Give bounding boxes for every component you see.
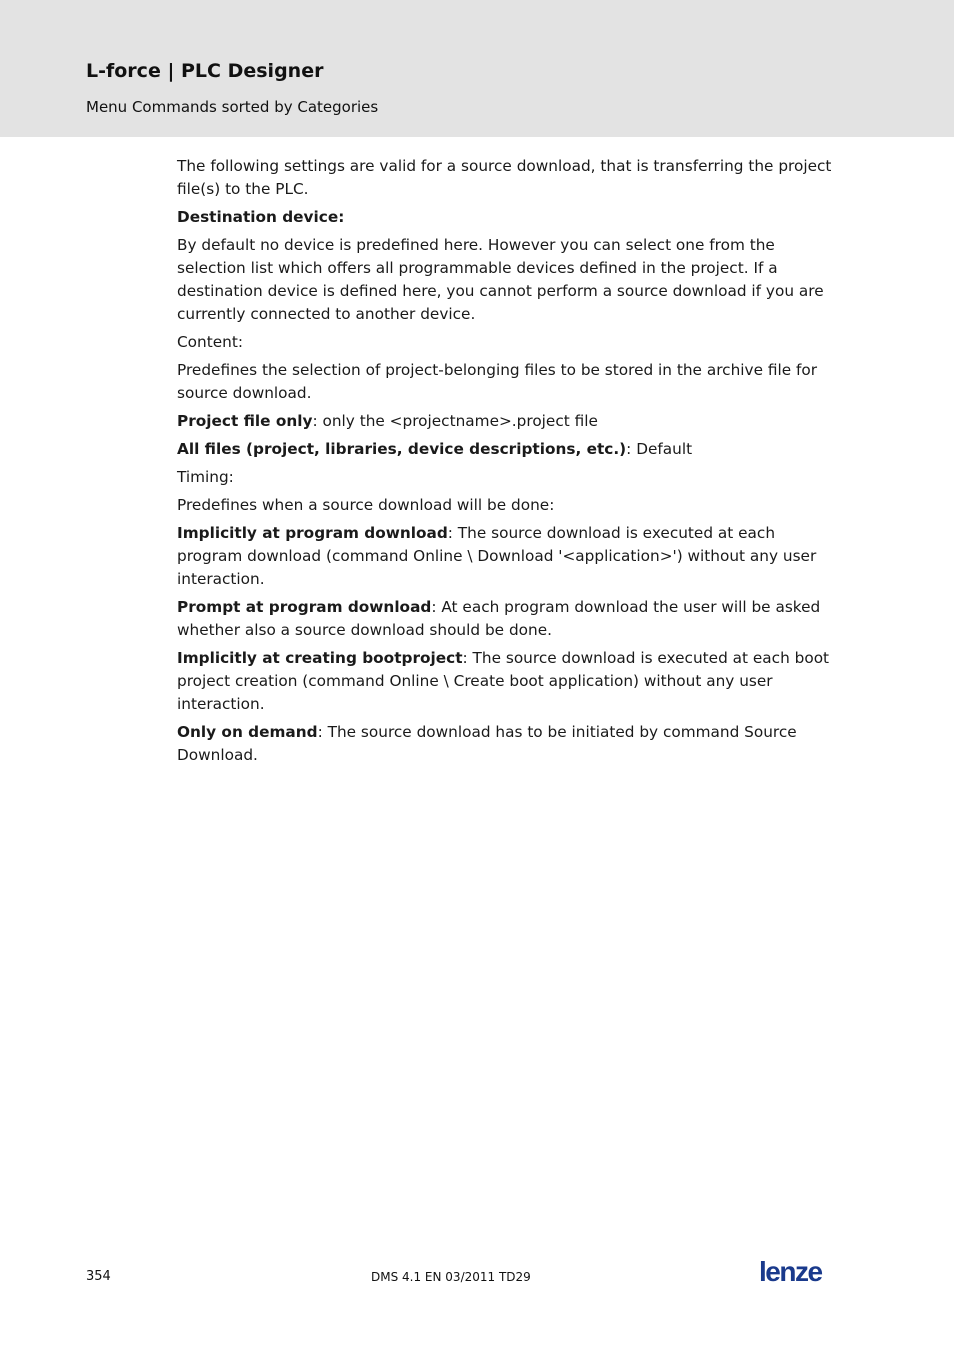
destination-heading: Destination device:	[177, 208, 345, 226]
option-description: : At each program download the user will be asked whether also a source download should be done.	[177, 598, 821, 639]
option-description: : Default	[626, 440, 693, 458]
svg-text:lenze: lenze	[759, 1256, 822, 1286]
content-paragraph: Predefines the selection of project-belonging files to be stored in the archive file for source download.	[177, 361, 818, 402]
option-description: : The source download is executed at each program download (command Online \ Download '<application>') without any user interaction.	[177, 524, 817, 588]
option-all-files	[177, 438, 845, 461]
option-term: Project file only	[177, 412, 313, 430]
option-project-file-only	[177, 410, 845, 433]
option-term: Implicitly at creating bootproject	[177, 649, 463, 667]
timing-heading: Timing:	[177, 468, 234, 486]
section-subtitle: Menu Commands sorted by Categories	[86, 98, 379, 116]
page-number: 354	[86, 1269, 111, 1284]
option-description: : The source download has to be initiated by command Source Download.	[177, 723, 797, 764]
intro-paragraph: The following settings are valid for a source download, that is transferring the project file(s) to the PLC.	[177, 157, 832, 198]
lenze-logo	[759, 1256, 839, 1286]
content-heading: Content:	[177, 333, 243, 351]
option-term: Prompt at program download	[177, 598, 432, 616]
option-description: : The source download is executed at each boot project creation (command Online \ Create boot application) without any user interaction.	[177, 649, 830, 713]
option-implicit-program-download	[177, 522, 845, 591]
option-term: Implicitly at program download	[177, 524, 448, 542]
option-only-on-demand	[177, 721, 845, 767]
main-content	[177, 155, 845, 772]
document-title: L-force | PLC Designer	[86, 60, 324, 82]
document-id: DMS 4.1 EN 03/2011 TD29	[371, 1270, 531, 1284]
option-implicit-bootproject	[177, 647, 845, 716]
option-description: : only the <projectname>.project file	[312, 412, 598, 430]
option-term: Only on demand	[177, 723, 318, 741]
page-header	[0, 0, 954, 137]
destination-paragraph: By default no device is predefined here. However you can select one from the selection list which offers all programmable devices defined in the project. If a destination device is defined here, you cannot perform a source download if you are currently connected to another device.	[177, 236, 824, 323]
option-prompt-program-download	[177, 596, 845, 642]
option-term: All files (project, libraries, device descriptions, etc.)	[177, 440, 627, 458]
timing-paragraph: Predefines when a source download will be done:	[177, 496, 555, 514]
